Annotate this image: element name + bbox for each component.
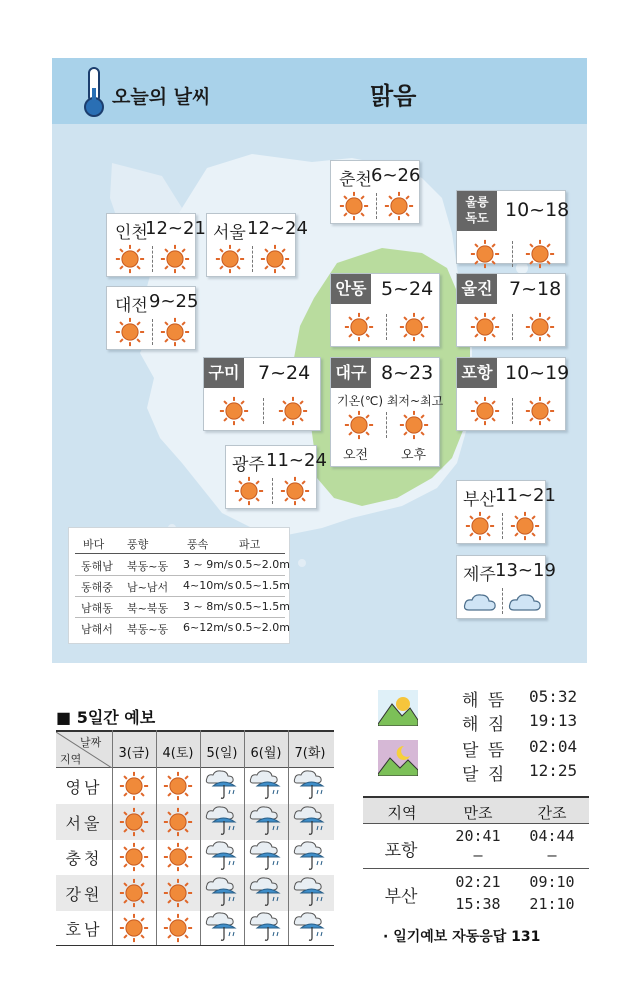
sea-cell: 6~12m/s (183, 621, 234, 634)
rain-icon (293, 912, 327, 944)
tide-high-time: – (473, 846, 483, 864)
sunny-icon (215, 244, 245, 274)
moonrise-label: 달 뜸 (462, 741, 507, 761)
page-title: 오늘의 날씨 (112, 86, 211, 108)
city-name: 대전 (115, 296, 148, 316)
tide-header (363, 796, 589, 824)
sunny-icon (119, 771, 149, 801)
city-temperature: 10~18 (505, 199, 570, 221)
tide-col-header: 간조 (537, 804, 567, 822)
tide-high-time: 02:21 (455, 873, 501, 891)
sea-conditions-table (68, 527, 290, 644)
corner-date-label: 날짜 (80, 736, 102, 749)
rain-icon (293, 806, 327, 838)
sea-cell: 남해서 (81, 623, 113, 636)
forecast-row (56, 910, 334, 946)
city-temperature: 7~18 (509, 278, 562, 300)
city-card-busan (456, 480, 556, 544)
tide-low-time: – (547, 846, 557, 864)
rain-icon (293, 770, 327, 802)
city-name: 부산 (463, 490, 496, 510)
rain-icon (249, 841, 283, 873)
tide-col-header: 지역 (387, 804, 417, 822)
forecast-table (56, 730, 334, 946)
tide-col-header: 만조 (463, 804, 493, 822)
tide-low-time: 04:44 (529, 827, 575, 845)
sea-cell: 동해중 (81, 581, 113, 594)
tide-high-time: 15:38 (455, 895, 501, 913)
sea-col-header: 풍속 (187, 538, 209, 551)
sea-col-header: 바다 (83, 538, 105, 551)
city-temperature: 7~24 (258, 362, 311, 384)
city-card-ulleung (456, 190, 570, 264)
sea-cell: 0.5~1.5m (235, 579, 290, 592)
city-temperature: 11~21 (495, 485, 556, 506)
city-card-pohang (456, 357, 570, 431)
city-temperature: 10~19 (505, 362, 570, 384)
tide-city: 부산 (384, 887, 418, 907)
forecast-row (56, 768, 334, 804)
city-name: 인천 (115, 223, 148, 243)
sea-cell: 0.5~2.0m (235, 558, 290, 571)
rain-icon (249, 877, 283, 909)
tide-low-time: 21:10 (529, 895, 575, 913)
city-name-badge: 구미 (204, 358, 244, 388)
moonrise-time: 02:04 (529, 737, 578, 756)
rain-icon (205, 877, 239, 909)
sunny-icon (219, 396, 249, 426)
rain-icon (205, 806, 239, 838)
moonset-label: 달 짐 (462, 765, 507, 785)
sunny-icon (163, 913, 193, 943)
sunny-icon (115, 244, 145, 274)
tide-low-time: 09:10 (529, 873, 575, 891)
city-card-gwangju (225, 445, 327, 509)
city-name-badge: 울릉 독도 (457, 191, 497, 231)
sunny-icon (399, 410, 429, 440)
sea-cell: 동해남 (81, 560, 113, 573)
sunny-icon (163, 771, 193, 801)
cloudy-icon (508, 590, 542, 614)
rain-icon (249, 770, 283, 802)
sunny-icon (119, 913, 149, 943)
cloudy-icon (463, 590, 497, 614)
city-card-gumi (203, 357, 321, 431)
forecast-day-header: 5(일) (206, 746, 238, 761)
sunny-icon (525, 312, 555, 342)
sunny-icon (339, 191, 369, 221)
sunny-icon (163, 842, 193, 872)
sunny-icon (344, 410, 374, 440)
sunrise-label: 해 뜸 (462, 691, 507, 711)
forecast-row (56, 875, 334, 911)
forecast-row (56, 804, 334, 840)
city-name: 춘천 (339, 170, 372, 190)
forecast-region: 충청 (65, 849, 103, 869)
forecast-header (56, 730, 334, 768)
rain-icon (293, 877, 327, 909)
sea-col-header: 풍향 (127, 538, 149, 551)
sunny-icon (163, 807, 193, 837)
sunny-icon (399, 312, 429, 342)
sunny-icon (470, 312, 500, 342)
rain-icon (249, 806, 283, 838)
city-temperature: 11~24 (266, 450, 327, 471)
auto-response-line: · 일기예보 자동응답 131 (383, 929, 541, 945)
rain-icon (205, 770, 239, 802)
forecast-row (56, 839, 334, 875)
sunset-label: 해 짐 (462, 715, 507, 735)
sunrise-sunset-icon (378, 690, 418, 726)
forecast-day-header: 6(월) (250, 746, 282, 761)
today-condition: 맑음 (370, 82, 417, 110)
legend-am-label: 오전 (343, 448, 369, 463)
sunny-icon (465, 511, 495, 541)
thermometer-icon (80, 66, 108, 118)
rain-icon (205, 912, 239, 944)
tide-table (363, 796, 589, 921)
city-temperature: 5~24 (381, 278, 434, 300)
sea-cell: 북동~동 (127, 623, 169, 636)
city-card-andong (330, 273, 440, 347)
city-name: 광주 (232, 455, 265, 475)
city-card-seoul (206, 213, 308, 277)
tide-high-time: 20:41 (455, 827, 501, 845)
sea-cell: 3 ~ 8m/s (183, 600, 234, 613)
sea-col-header: 파고 (239, 538, 261, 551)
city-card-incheon (106, 213, 206, 277)
city-temperature: 9~25 (149, 291, 199, 312)
forecast-region: 영남 (65, 778, 103, 797)
sea-cell: 북~북동 (127, 602, 169, 615)
sunny-icon (278, 396, 308, 426)
sunny-icon (119, 807, 149, 837)
city-temperature: 6~26 (371, 165, 421, 186)
legend-pm-label: 오후 (401, 448, 427, 463)
sunny-icon (115, 317, 145, 347)
sunny-icon (525, 396, 555, 426)
sunrise-time: 05:32 (529, 687, 578, 706)
city-name: 서울 (213, 223, 246, 243)
moonrise-moonset-icon (378, 740, 418, 776)
moonset-time: 12:25 (529, 761, 578, 780)
city-temperature: 8~23 (381, 362, 434, 384)
legend-temp-label: 기온(℃) 최저~최고 (337, 394, 444, 408)
forecast-day-header: 3(금) (118, 746, 150, 761)
forecast-region: 호남 (65, 920, 103, 940)
sunny-icon (163, 878, 193, 908)
forecast-region: 강원 (65, 884, 103, 904)
sunny-icon (470, 239, 500, 269)
city-temperature: 13~19 (495, 560, 556, 581)
city-temperature: 12~21 (145, 218, 206, 239)
city-name-badge: 울진 (457, 274, 497, 304)
city-name-badge: 안동 (331, 274, 371, 304)
corner-region-label: 지역 (60, 753, 82, 766)
rain-icon (205, 841, 239, 873)
forecast-title: ■ 5일간 예보 (56, 708, 156, 727)
sunny-icon (234, 476, 264, 506)
city-card-jeju (456, 555, 556, 619)
city-temperature: 12~24 (247, 218, 308, 239)
city-card-uljin (456, 273, 566, 347)
tide-city: 포항 (384, 841, 418, 861)
sunset-time: 19:13 (529, 711, 578, 730)
sunny-icon (510, 511, 540, 541)
city-card-daejeon (106, 286, 199, 350)
city-name-badge: 대구 (331, 358, 371, 388)
sunny-icon (260, 244, 290, 274)
forecast-day-header: 4(토) (162, 746, 194, 761)
sunny-icon (119, 842, 149, 872)
sunny-icon (280, 476, 310, 506)
forecast-day-header: 7(화) (294, 746, 326, 761)
sunny-icon (160, 244, 190, 274)
rain-icon (249, 912, 283, 944)
sunny-icon (384, 191, 414, 221)
city-card-daegu (330, 357, 444, 467)
sea-cell: 0.5~1.5m (235, 600, 290, 613)
city-name: 제주 (463, 565, 496, 585)
sunny-icon (470, 396, 500, 426)
sunny-icon (160, 317, 190, 347)
sunny-icon (525, 239, 555, 269)
sea-cell: 0.5~2.0m (235, 621, 290, 634)
city-card-chuncheon (330, 160, 420, 224)
sea-cell: 3 ~ 9m/s (183, 558, 234, 571)
sea-cell: 남해동 (81, 602, 113, 615)
sunny-icon (119, 878, 149, 908)
forecast-region: 서울 (65, 813, 103, 833)
sea-cell: 4~10m/s (183, 579, 234, 592)
sea-cell: 북동~동 (127, 560, 169, 573)
city-name-badge: 포항 (457, 358, 497, 388)
rain-icon (293, 841, 327, 873)
sea-cell: 남~남서 (127, 581, 169, 594)
sunny-icon (344, 312, 374, 342)
